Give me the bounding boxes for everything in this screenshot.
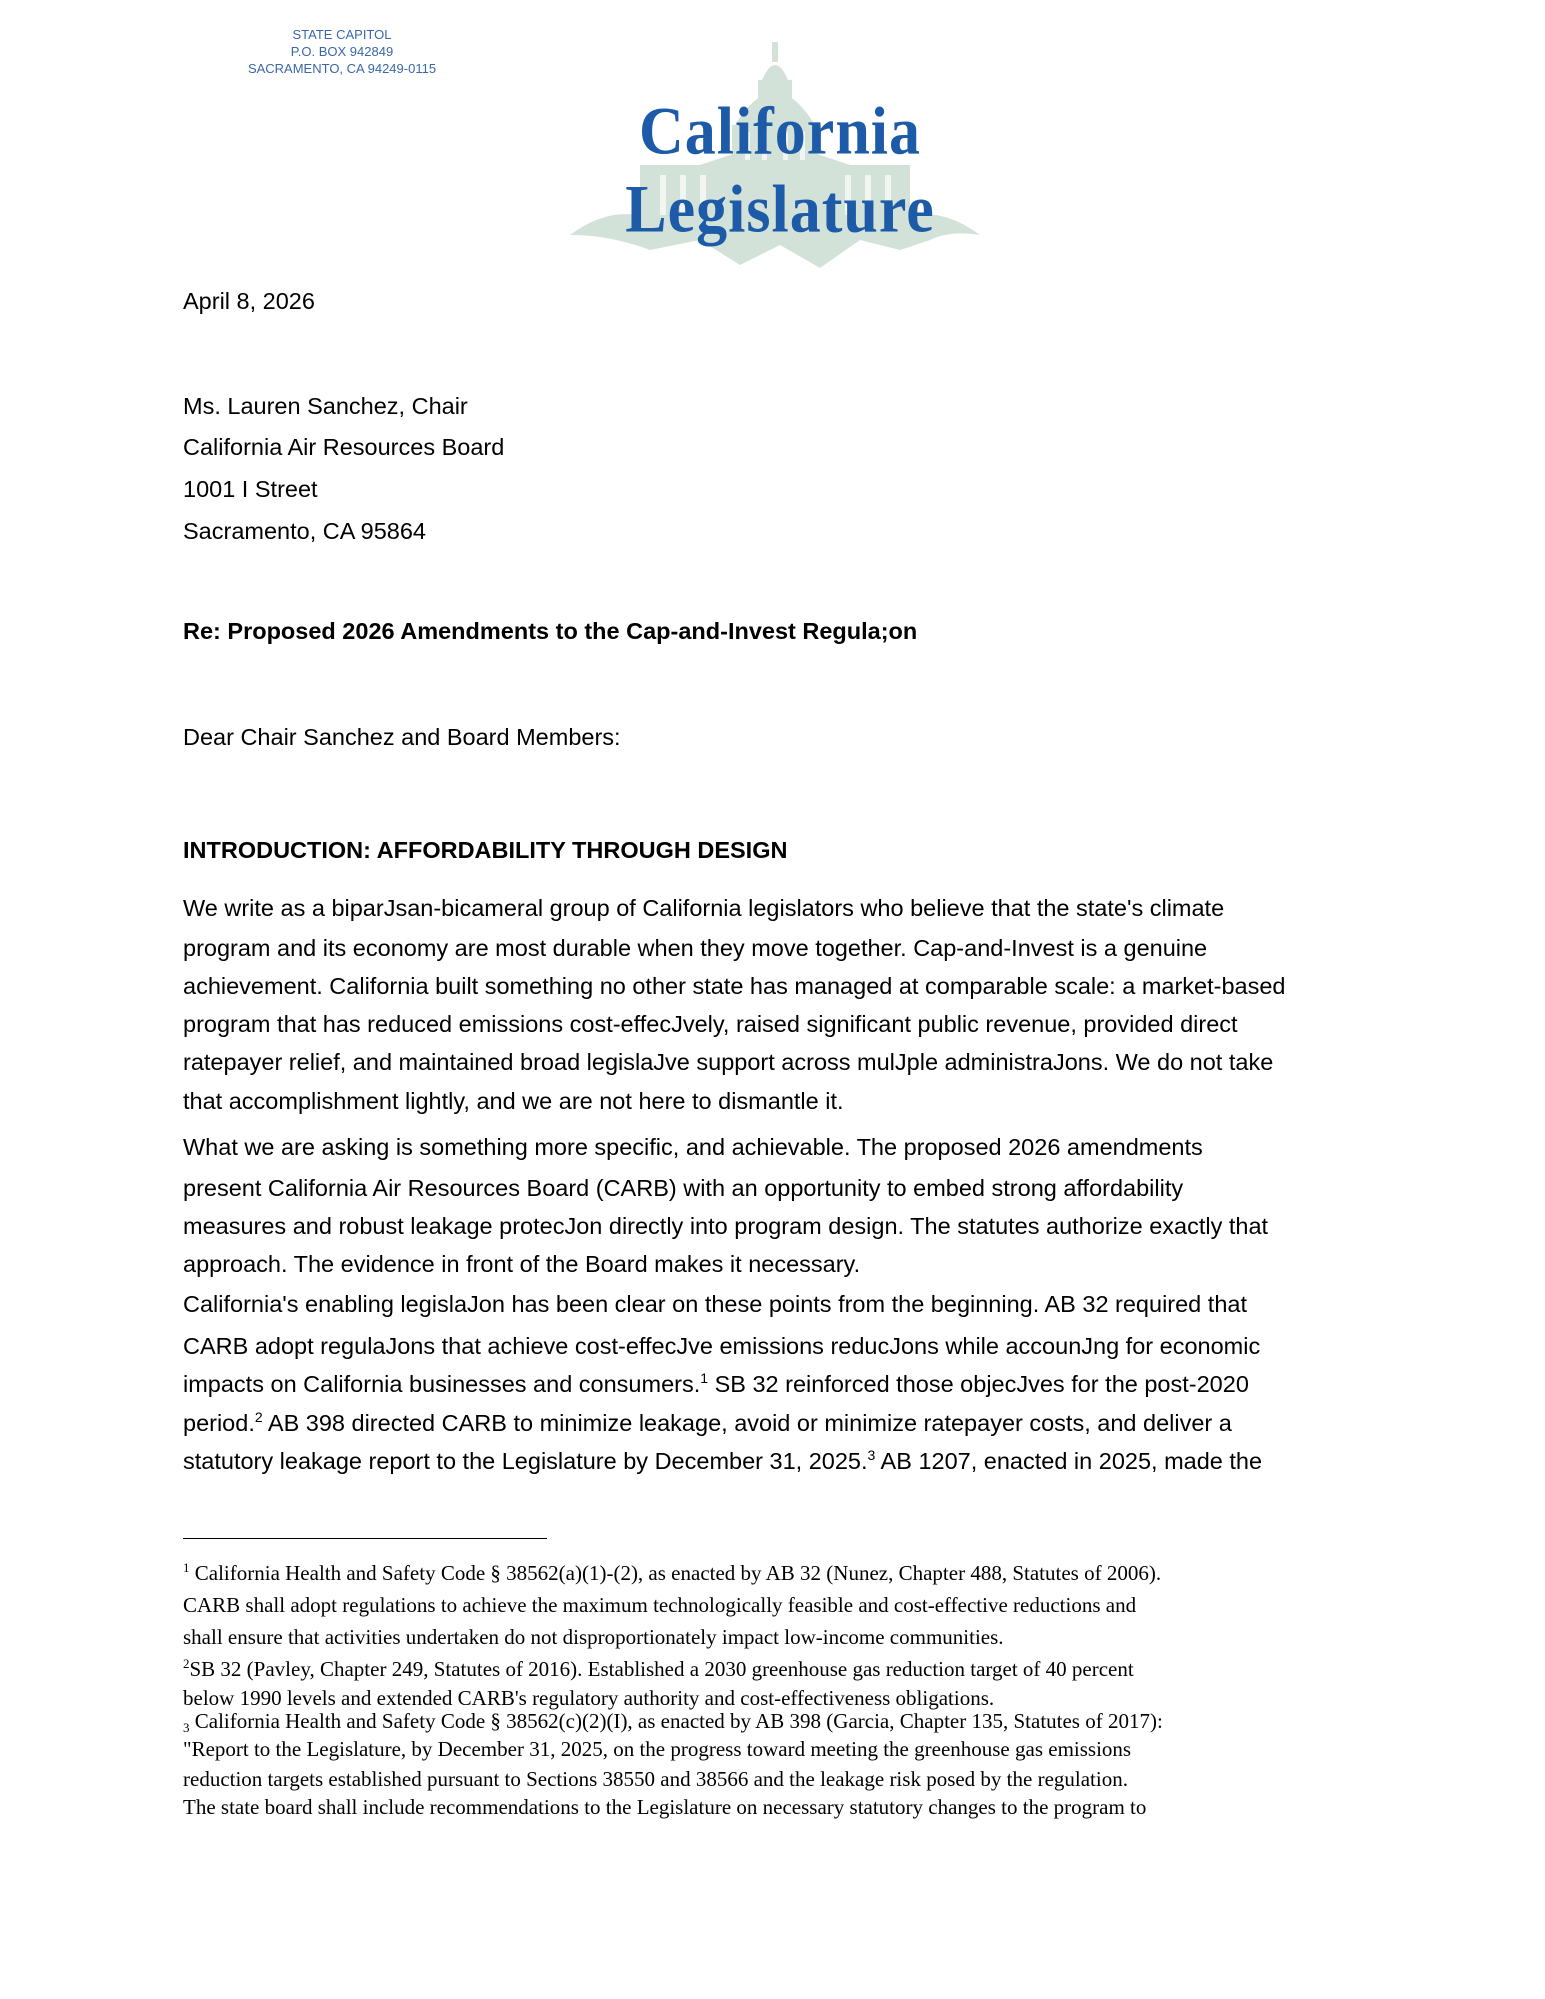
text-run: SB 32 reinforced those objecJves for the post-2020 [708, 1371, 1249, 1397]
footnote-line [183, 1794, 1146, 1820]
letterhead-address [242, 26, 442, 77]
text-run: present California Air Resources Board (CARB) with an opportunity to embed strong affordability [183, 1175, 1184, 1201]
footnote-marker: 2 [183, 1656, 190, 1671]
text-run: CARB adopt regulaJons that achieve cost-effecJve emissions reducJons while accounJng for economic [183, 1333, 1261, 1359]
text-run: The state board shall include recommendations to the Legislature on necessary statutory changes to the program to [183, 1795, 1147, 1819]
body-line [183, 933, 1207, 963]
text-run: measures and robust leakage protecJon directly into program design. The statutes authorize exactly that [183, 1213, 1269, 1239]
body-line [183, 1211, 1268, 1241]
footnote-line [183, 1656, 1134, 1682]
body-line [183, 893, 1224, 923]
text-run: SB 32 (Pavley, Chapter 249, Statutes of 2016). Established a 2030 greenhouse gas reduction target of 40 percent [189, 1657, 1134, 1681]
subject-line: Re: Proposed 2026 Amendments to the Cap-and-Invest Regula;on [183, 618, 918, 644]
footnote-marker: 3 [867, 1447, 876, 1463]
address-line: STATE CAPITOL [292, 27, 392, 42]
text-run: CARB shall adopt regulations to achieve the maximum technologically feasible and cost-effective reductions and [183, 1593, 1137, 1617]
address-line: SACRAMENTO, CA 94249-0115 [247, 61, 437, 76]
text-run: What we are asking is something more specific, and achievable. The proposed 2026 amendments [183, 1134, 1203, 1160]
text-run: ratepayer relief, and maintained broad legislaJve support across mulJple administraJons. We do not take [183, 1049, 1274, 1075]
text-run: below 1990 levels and extended CARB's regulatory authority and cost-effectiveness obligations. [183, 1686, 995, 1710]
body-line [183, 1249, 860, 1279]
section-heading: INTRODUCTION: AFFORDABILITY THROUGH DESIGN [183, 837, 788, 863]
footnote-line [183, 1592, 1136, 1618]
text-run: statutory leakage report to the Legislature by December 31, 2025. [183, 1448, 868, 1474]
text-run: impacts on California businesses and consumers. [183, 1371, 701, 1397]
text-run: AB 398 directed CARB to minimize leakage, avoid or minimize ratepayer costs, and deliver a [262, 1410, 1232, 1436]
body-line [183, 971, 1286, 1001]
footnote-line [183, 1708, 1163, 1734]
text-run: period. [183, 1410, 255, 1436]
recipient-line: Ms. Lauren Sanchez, Chair [183, 393, 468, 419]
footnote-separator [183, 1538, 547, 1539]
salutation: Dear Chair Sanchez and Board Members: [183, 724, 621, 750]
footnote-line [183, 1736, 1131, 1762]
address-line: P.O. BOX 942849 [290, 44, 394, 59]
footnote-marker: 1 [700, 1370, 709, 1386]
text-run: AB 1207, enacted in 2025, made the [875, 1448, 1263, 1474]
body-line [183, 1132, 1203, 1162]
footnote-marker: 1 [183, 1560, 190, 1575]
logo-text: California Legislature [625, 94, 935, 247]
text-run: California Health and Safety Code § 38562(a)(1)-(2), as enacted by AB 32 (Nunez, Chapter 488, Statutes of 2006). [189, 1561, 1162, 1585]
text-run: approach. The evidence in front of the Board makes it necessary. [183, 1251, 861, 1277]
body-line [183, 1369, 1249, 1399]
text-run: California Health and Safety Code § 38562(c)(2)(I), as enacted by AB 398 (Garcia, Chapter 135, Statutes of 2017): [189, 1709, 1163, 1733]
text-run: program that has reduced emissions cost-effecJvely, raised significant public revenue, provided direct [183, 1011, 1238, 1037]
footnote-line [183, 1560, 1161, 1586]
text-run: We write as a biparJsan-bicameral group of California legislators who believe that the state's climate [183, 895, 1225, 921]
body-line [183, 1173, 1183, 1203]
letter-date: April 8, 2026 [183, 288, 315, 314]
footnote-marker: 3 [183, 1720, 190, 1735]
text-run: California's enabling legislaJon has been clear on these points from the beginning. AB 32 required that [183, 1291, 1247, 1317]
california-legislature-logo [500, 40, 1060, 270]
recipient-line: 1001 I Street [183, 476, 318, 502]
body-line [183, 1086, 844, 1116]
footnote-line [183, 1766, 1128, 1792]
text-run: that accomplishment lightly, and we are not here to dismantle it. [183, 1088, 844, 1114]
recipient-line: California Air Resources Board [183, 434, 505, 460]
body-line [183, 1289, 1247, 1319]
body-line [183, 1009, 1238, 1039]
footnote-line [183, 1624, 1004, 1650]
footnote-marker: 2 [254, 1409, 263, 1425]
body-line [183, 1047, 1273, 1077]
text-run: program and its economy are most durable when they move together. Cap-and-Invest is a genuine [183, 935, 1208, 961]
recipient-line: Sacramento, CA 95864 [183, 518, 426, 544]
text-run: reduction targets established pursuant to Sections 38550 and 38566 and the leakage risk posed by the regulation. [183, 1767, 1128, 1791]
body-line [183, 1408, 1232, 1438]
text-run: "Report to the Legislature, by December 31, 2025, on the progress toward meeting the greenhouse gas emissions [183, 1737, 1132, 1761]
body-line [183, 1331, 1260, 1361]
body-line [183, 1446, 1262, 1476]
text-run: shall ensure that activities undertaken do not disproportionately impact low-income communities. [183, 1625, 1004, 1649]
text-run: achievement. California built something no other state has managed at comparable scale: a market-based [183, 973, 1286, 999]
